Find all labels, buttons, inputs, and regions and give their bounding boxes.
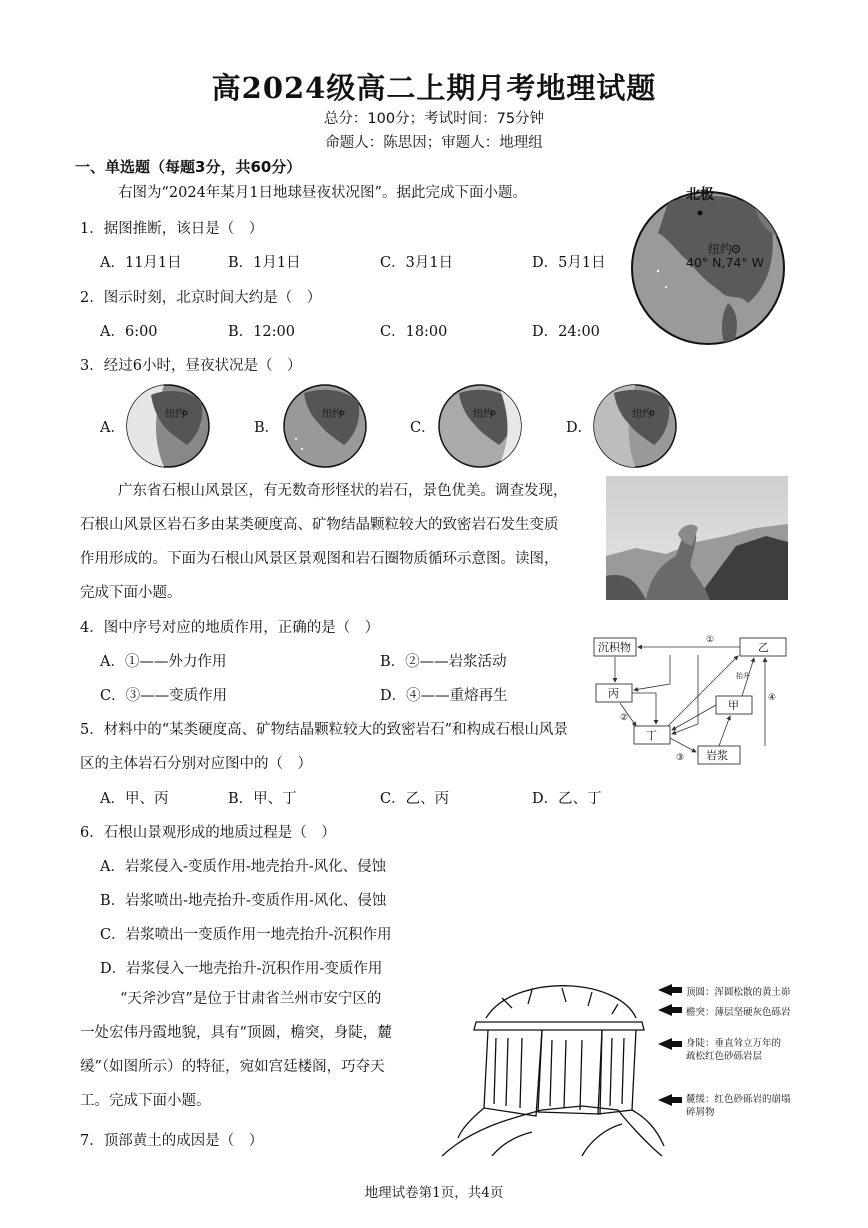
q3-b-city: 纽约 [322, 409, 342, 420]
question-7-stem: 7．顶部黄土的成因是（ ） [80, 1133, 264, 1149]
annotation-body-2: 疏松红色砂砾岩层 [686, 1051, 763, 1062]
question-2-stem: 2．图示时刻，北京时间大约是（ ） [80, 290, 322, 306]
annotation-top: 顶圆：浑圆松散的黄土峁 [686, 987, 791, 998]
q2-option-a[interactable]: A．6:00 [100, 324, 158, 340]
section-heading: 一、单选题（每题3分，共60分） [75, 158, 302, 176]
q1-option-d[interactable]: D．5月1日 [532, 255, 606, 271]
exam-info-line2: 命题人：陈思因；审题人：地理组 [325, 135, 543, 151]
exam-info-line1: 总分：100分；考试时间：75分钟 [323, 111, 545, 127]
globe-figure [628, 183, 788, 348]
q1-option-b[interactable]: B．1月1日 [228, 255, 301, 271]
q1-option-c[interactable]: C．3月1日 [380, 255, 454, 271]
new-york-label: 纽约 [708, 242, 733, 256]
q5-option-a[interactable]: A．甲、丙 [100, 791, 169, 807]
q4-option-a[interactable]: A．①——外力作用 [100, 654, 227, 670]
svg-text:②: ② [620, 713, 629, 723]
q1-option-a[interactable]: A．11月1日 [100, 255, 182, 271]
annotation-body: 身陡：垂直耸立万年的 [686, 1038, 782, 1049]
svg-text:①: ① [706, 635, 715, 645]
q3-a-city: 纽约 [165, 409, 185, 420]
q6-option-d[interactable]: D．岩浆侵入一地壳抬升-沉积作用-变质作用 [100, 961, 383, 977]
svg-text:乙: 乙 [758, 641, 769, 654]
q3-option-b[interactable]: B． [254, 420, 280, 436]
annotation-foot-2: 碎屑物 [686, 1107, 715, 1118]
svg-text:丁: 丁 [646, 729, 657, 742]
q6-option-c[interactable]: C．岩浆喷出一变质作用一地壳抬升-沉积作用 [100, 927, 392, 943]
svg-text:③: ③ [676, 753, 685, 763]
svg-text:丙: 丙 [608, 687, 619, 700]
landscape-photo [606, 476, 788, 600]
q6-option-a[interactable]: A．岩浆侵入-变质作用-地壳抬升-风化、侵蚀 [100, 859, 387, 875]
q3-option-a[interactable]: A． [100, 420, 125, 436]
q3-c-city: 纽约 [473, 409, 493, 420]
q4-option-c[interactable]: C．③——变质作用 [100, 688, 228, 704]
q5-option-b[interactable]: B．甲、丁 [228, 791, 297, 807]
annotation-eave: 檐突：薄层坚硬灰色砾岩 [686, 1007, 791, 1018]
svg-text:甲: 甲 [728, 699, 739, 712]
question-6-stem: 6．石根山景观形成的地质过程是（ ） [80, 825, 336, 841]
intro-paragraph-2: 广东省石根山风景区，有无数奇形怪状的岩石，景色优美。调查发现， 石根山风景区岩石多由某类硬度高、矿物结晶颗粒较大的致密岩石发生变质 作用形成的。下面为石根山风景区景观图和岩石圈物质循环示意图。读图， 完成下面小题。 [80, 483, 568, 601]
question-5-stem-line2: 区的主体岩石分别对应图中的（ ） [80, 756, 312, 772]
question-5-stem-line1: 5．材料中的“某类硬度高、矿物结晶颗粒较大的致密岩石”和构成石根山风景 [80, 722, 569, 738]
q5-option-c[interactable]: C．乙、丙 [380, 791, 450, 807]
svg-text:沉积物: 沉积物 [598, 641, 631, 654]
north-pole-dot [698, 211, 703, 216]
q6-option-b[interactable]: B．岩浆喷出-地壳抬升-变质作用-风化、侵蚀 [100, 893, 387, 909]
q2-option-b[interactable]: B．12:00 [228, 324, 295, 340]
question-4-stem: 4．图中序号对应的地质作用，正确的是（ ） [80, 620, 380, 636]
rock-cycle-diagram [590, 630, 790, 770]
north-pole-label: 北极 [686, 187, 714, 203]
page-footer: 地理试卷第1页，共4页 [364, 1185, 504, 1201]
q4-option-d[interactable]: D．④——重熔再生 [380, 688, 508, 704]
svg-text:岩浆: 岩浆 [706, 749, 728, 762]
q3-d-city: 纽约 [632, 409, 652, 420]
exam-title: 高2024级高二上期月考地理试题 [211, 71, 657, 105]
svg-text:抬升: 抬升 [736, 672, 750, 680]
q3-globe-b[interactable] [282, 383, 368, 469]
q4-option-b[interactable]: B．②——岩浆活动 [380, 654, 507, 670]
question-3-stem: 3．经过6小时，昼夜状况是（ ） [80, 358, 302, 374]
svg-text:④: ④ [768, 693, 777, 703]
annotation-foot: 麓缓：红色砂砾岩的崩塌 [686, 1094, 791, 1105]
coordinate-label: 40° N,74° W [686, 255, 764, 270]
intro-paragraph-3: “天斧沙宫”是位于甘肃省兰州市安宁区的 一处宏伟丹霞地貌，具有“顶圆，檐突，身陡，麓 缓”（如图所示）的特征，宛如宫廷楼阁，巧夺天 工。完成下面小题。 [80, 991, 392, 1109]
q3-option-d[interactable]: D． [566, 420, 593, 436]
q3-globe-c[interactable] [437, 383, 523, 469]
q3-globe-a[interactable] [125, 383, 211, 469]
q3-globe-d[interactable] [592, 383, 678, 469]
intro-paragraph-1: 右图为“2024年某月1日地球昼夜状况图”。据此完成下面小题。 [118, 185, 527, 201]
q2-option-d[interactable]: D．24:00 [532, 324, 600, 340]
q3-option-c[interactable]: C． [410, 420, 436, 436]
q2-option-c[interactable]: C．18:00 [380, 324, 448, 340]
danxia-sketch [432, 978, 802, 1160]
q5-option-d[interactable]: D．乙、丁 [532, 791, 602, 807]
question-1-stem: 1．据图推断，该日是（ ） [80, 221, 264, 237]
